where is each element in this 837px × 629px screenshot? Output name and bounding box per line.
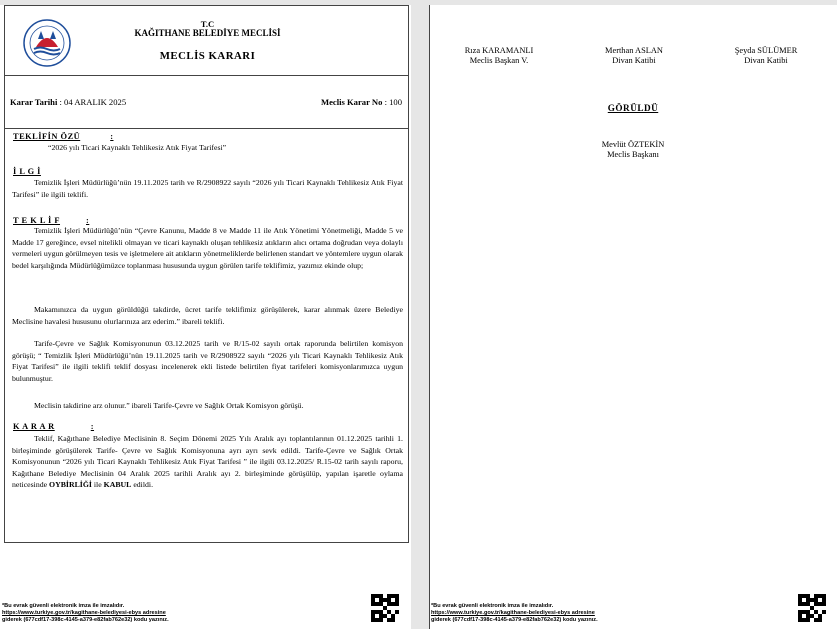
signature-block: Rıza KARAMANLI Meclis Başkan V. (464, 46, 534, 65)
verification-link[interactable]: https://www.turkiye.gov.tr/kagithane-belediyesi-ebys adresine (2, 609, 166, 616)
signature-block: Şeyda SÜLÜMER Divan Katibi (734, 46, 798, 65)
section-heading-ilgi: İ L G İ (13, 167, 41, 176)
document-title: MECLİS KARARI (159, 50, 256, 62)
decision-info-bar (5, 75, 408, 129)
decision-date: Karar Tarihi : 04 ARALIK 2025 (10, 97, 127, 107)
teklifin-ozu-text: “2026 yılı Ticari Kaynaklı Tehlikesiz Atık Fiyat Tarifesi” (48, 143, 227, 152)
ilgi-text: Temizlik İşleri Müdürlüğü’nün 19.11.2025 tarih ve R/2908922 sayılı “2026 yılı Ticari Kaynaklı Tehlikesiz Atık Fiyat Tarifesi” ile ilgili teklifi. (12, 178, 403, 199)
section-heading-karar: K A R A R : (13, 422, 95, 431)
e-signature-footer: *Bu evrak güvenli elektronik imza ile imzalıdır. https://www.turkiye.gov.tr/kagithane-belediyesi-ebys adresine giderek (677cdf17-398c-4145-a379-e82fab762e32) kodu yazınız. (2, 603, 169, 623)
teklif-paragraph-1: Temizlik İşleri Müdürlüğü’nün “Çevre Kanunu, Madde 8 ve Madde 11 ile Atık Yönetimi Yönetmeliği, Madde 5 ve Madde 17 gereğince, evsel nitelikli olmayan ve ticari kaynaklı oluşan tehlikesiz atıkların alıcı ortama doğrudan veya dolaylı vermeleri uygun görülmeyen tesis ve işletmelere ait atıkların yönetmeliklerde belirlenen standart ve yöntemlere uygun olarak bedel karşılığında Müdürlüğümüzce toplanması hususunda uygun görülen tarife teklifimiz, yazımız ekinde olup; (12, 226, 404, 270)
goruldu-heading: GÖRÜLDÜ (607, 103, 659, 113)
document-page-2 (429, 5, 837, 629)
section-heading-teklif: T E K L İ F : (13, 216, 90, 225)
document-page-1 (0, 5, 411, 629)
document-frame (4, 5, 409, 543)
teklif-paragraph-2: Makamınızca da uygun görüldüğü takdirde, ücret tarife teklifimiz görüşülerek, karar alınmak üzere Belediye Meclisine havalesi hususunu olurlarınıza arz ederim.” ibareli teklifi. (12, 305, 403, 326)
qr-code-icon (371, 594, 399, 622)
mayor-signature-block: Mevlüt ÖZTEKİN Meclis Başkanı (601, 140, 665, 159)
section-heading-teklifin-ozu: TEKLİFİN ÖZÜ : (13, 132, 114, 141)
header-tc: T.C (200, 19, 215, 29)
verification-link[interactable]: https://www.turkiye.gov.tr/kagithane-belediyesi-ebys adresine (431, 609, 595, 616)
page-border (429, 5, 430, 629)
teklif-paragraph-3: Tarife-Çevre ve Sağlık Komisyonunun 03.12.2025 tarih ve R/15-02 sayılı ortak raporunda belirtilen komisyon görüşü; “ Temizlik İşleri Müdürlüğü’nün 19.11.2025 tarih ve R/2908922 sayılı “2026 yılı Ticari Kaynaklı Tehlikesiz Atık Fiyat Tarifesi” ile ilgili teklifi teklif dosyası incelenerek ekli listede belirtilen fiyat tarifeleri komisyonlarımızca uygun bulunmuştur. (12, 339, 403, 383)
karar-text: Teklif, Kağıthane Belediye Meclisinin 8. Seçim Dönemi 2025 Yılı Aralık ayı toplantılarının 01.12.2025 tarihli 1. birleşiminde görüşülerek Tarife- Çevre ve Sağlık Komisyonuna ayrı ayrı sevk edildi. Tarife-Çevre ve Sağlık Ortak Komisyonunun “2026 yılı Ticari Kaynaklı Tehlikesiz Atık Fiyat Tarifesi ” ile ilgili 03.12.2025/ R.15-02 tarih sayılı raporu, Kağıthane Belediye Meclisinin 04 Aralık 2025 tarihli Aralık ayı 2. birleşiminde görüşülüp, yapılan işaretle oylama neticesinde OYBİRLİĞİ ile KABUL edildi. (12, 434, 403, 490)
e-signature-footer: *Bu evrak güvenli elektronik imza ile imzalıdır. https://www.turkiye.gov.tr/kagithane-belediyesi-ebys adresine giderek (677cdf17-398c-4145-a379-e82fab762e32) kodu yazınız. (431, 603, 598, 623)
header-council: KAĞITHANE BELEDİYE MECLİSİ (134, 28, 281, 38)
qr-code-icon (798, 594, 826, 622)
signature-block: Merthan ASLAN Divan Katibi (605, 46, 663, 65)
decision-number: Meclis Karar No : 100 (320, 97, 402, 107)
teklif-paragraph-4: Meclisin takdirine arz olunur.” ibareli Tarife-Çevre ve Sağlık Ortak Komisyon görüşü. (34, 401, 304, 410)
